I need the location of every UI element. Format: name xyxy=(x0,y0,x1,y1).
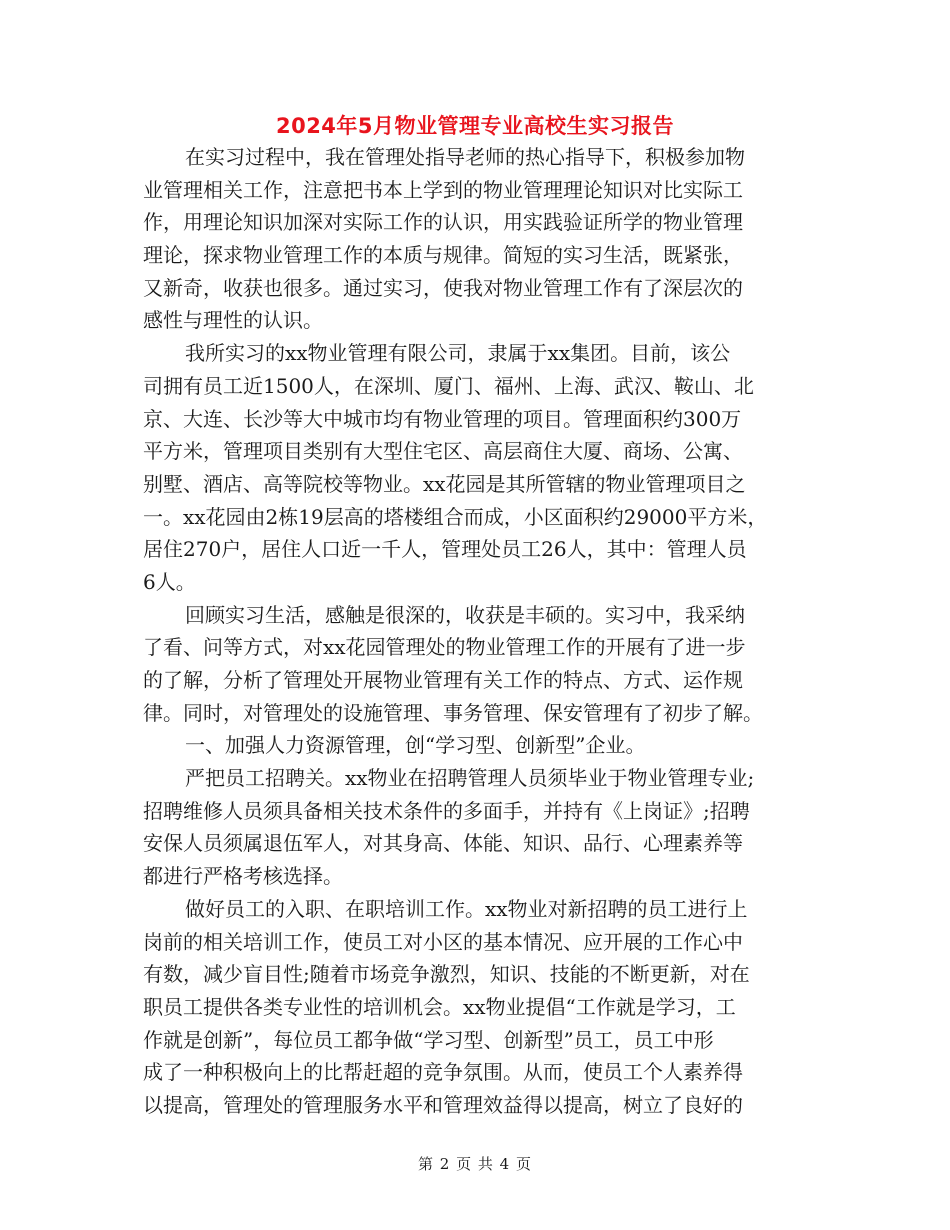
page-footer: 第 2 页 共 4 页 xyxy=(418,1155,532,1173)
text-line: 招聘维修人员须具备相关技术条件的多面手，并持有《上岗证》;招聘 xyxy=(143,798,750,823)
text-line: 在实习过程中，我在管理处指导老师的热心指导下，积极参加物 xyxy=(185,145,745,169)
text-line: 严把员工招聘关。xx物业在招聘管理人员须毕业于物业管理专业; xyxy=(185,766,755,791)
text-line: 平方米，管理项目类别有大型住宅区、高层商住大厦、商场、公寓、 xyxy=(143,439,743,464)
text-line: 以提高，管理处的管理服务水平和管理效益得以提高，树立了良好的 xyxy=(143,1092,743,1117)
text-line: 一。xx花园由2栋19层高的塔楼组合而成，小区面积约29000平方米， xyxy=(143,504,768,529)
text-line: 业管理相关工作，注意把书本上学到的物业管理理论知识对比实际工 xyxy=(143,177,743,202)
text-line: 京、大连、长沙等大中城市均有物业管理的项目。管理面积约300万 xyxy=(143,406,742,431)
text-line: 做好员工的入职、在职培训工作。xx物业对新招聘的员工进行上 xyxy=(185,896,748,921)
text-line: 作，用理论知识加深对实际工作的认识，用实践验证所学的物业管理 xyxy=(143,210,743,235)
document-title: 2024年5月物业管理专业高校生实习报告 xyxy=(275,114,675,138)
text-line: 别墅、酒店、高等院校等物业。xx花园是其所管辖的物业管理项目之 xyxy=(143,471,746,496)
text-line: 6人。 xyxy=(143,569,196,594)
text-line: 的了解，分析了管理处开展物业管理有关工作的特点、方式、运作规 xyxy=(143,668,743,692)
text-line: 回顾实习生活，感触是很深的，收获是丰硕的。实习中，我采纳 xyxy=(185,602,745,627)
text-line: 律。同时，对管理处的设施管理、事务管理、保安管理有了初步了解。 xyxy=(143,700,763,725)
text-line: 岗前的相关培训工作，使员工对小区的基本情况、应开展的工作心中 xyxy=(143,929,743,954)
text-line: 理论，探求物业管理工作的本质与规律。简短的实习生活，既紧张， xyxy=(143,243,743,268)
text-line: 作就是创新”，每位员工都争做“学习型、创新型”员工，员工中形 xyxy=(143,1027,714,1052)
text-line: 安保人员须属退伍军人，对其身高、体能、知识、品行、心理素养等 xyxy=(143,831,743,856)
text-line: 又新奇，收获也很多。通过实习，使我对物业管理工作有了深层次的 xyxy=(143,275,743,300)
text-line: 职员工提供各类专业性的培训机会。xx物业提倡“工作就是学习，工 xyxy=(143,994,736,1019)
text-line: 感性与理性的认识。 xyxy=(143,308,323,333)
text-line: 司拥有员工近1500人，在深圳、厦门、福州、上海、武汉、鞍山、北 xyxy=(143,373,754,398)
document-body xyxy=(143,141,813,1122)
text-line: 有数，减少盲目性;随着市场竞争激烈，知识、技能的不断更新，对在 xyxy=(143,962,750,987)
text-line: 一、加强人力资源管理，创“学习型、创新型”企业。 xyxy=(185,733,646,758)
text-line: 成了一种积极向上的比帮赶超的竞争氛围。从而，使员工个人素养得 xyxy=(143,1060,743,1085)
text-line: 都进行严格考核选择。 xyxy=(143,864,343,889)
text-line: 了看、问等方式，对xx花园管理处的物业管理工作的开展有了进一步 xyxy=(143,635,746,660)
text-line: 居住270户，居住人口近一千人，管理处员工26人，其中：管理人员 xyxy=(143,537,747,562)
text-line: 我所实习的xx物业管理有限公司，隶属于xx集团。目前，该公 xyxy=(185,341,731,366)
